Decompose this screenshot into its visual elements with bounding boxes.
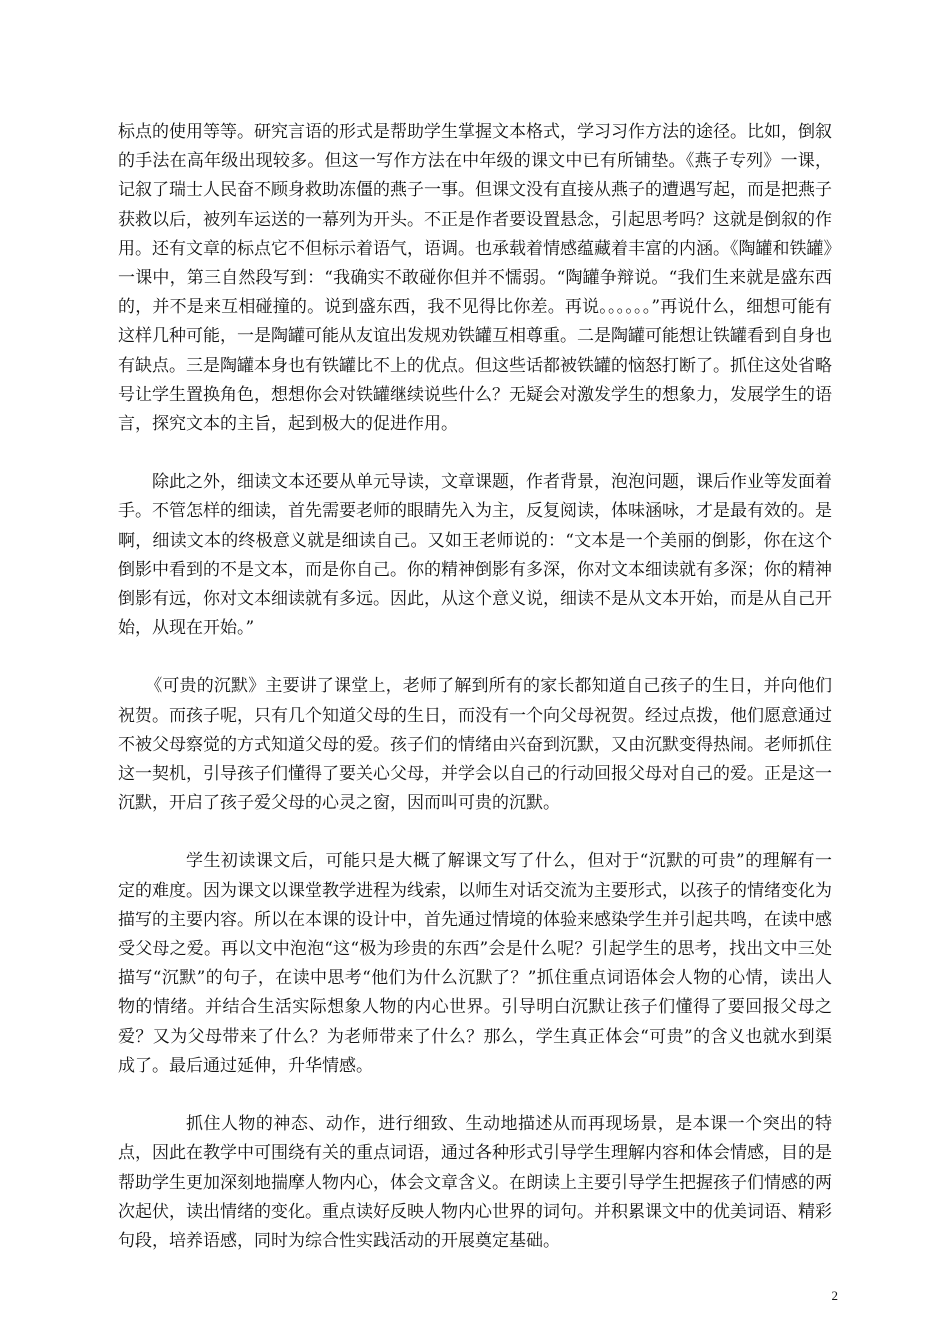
paragraph-lesson-summary: 《可贵的沉默》主要讲了课堂上，老师了解到所有的家长都知道自己孩子的生日，并向他们祝贺。而孩子呢，只有几个知道父母的生日，而没有一个向父母祝贺。经过点拨，他们愿意通过不被父母察觉的方式知道父母的爱。孩子们的情绪由兴奋到沉默，又由沉默变得热闹。老师抓住这一契机，引导孩子们懂得了要关心父母，并学会以自己的行动回报父母对自己的爱。正是这一沉默，开启了孩子爱父母的心灵之窗，因而叫可贵的沉默。 [118,676,832,814]
paragraph-punctuation: 标点的使用等等。研究言语的形式是帮助学生掌握文本格式，学习习作方法的途径。比如，倒叙的手法在高年级出现较多。但这一写作方法在中年级的课文中已有所铺垫。《燕子专列》一课，记叙了瑞士人民奋不顾身救助冻僵的燕子一事。但课文没有直接从燕子的遭遇写起，而是把燕子获救以后，被列车运送的一幕列为开头。不正是作者要设置悬念，引起思考吗？这就是倒叙的作用。还有文章的标点它不但标示着语气，语调。也承载着情感蕴藏着丰富的内涵。《陶罐和铁罐》一课中，第三自然段写到：“我确实不敢碰你但并不懦弱。“陶罐争辩说。“我们生来就是盛东西的，并不是来互相碰撞的。说到盛东西，我不见得比你差。再说。。。。。。”再说什么，细想可能有这样几种可能，一是陶罐可能从友谊出发规劝铁罐互相尊重。二是陶罐可能想让铁罐看到自身也有缺点。三是陶罐本身也有铁罐比不上的优点。但这些话都被铁罐的恼怒打断了。抓住这处省略号让学生置换角色，想想你会对铁罐继续说些什么？无疑会对激发学生的想象力，发展学生的语言，探究文本的主旨，起到极大的促进作用。 [118,122,832,435]
page-number: 2 [831,1288,838,1303]
paragraph-teaching-design: 学生初读课文后，可能只是大概了解课文写了什么，但对于“沉默的可贵”的理解有一定的难度。因为课文以课堂教学进程为线索，以师生对话交流为主要形式，以孩子的情绪变化为描写的主要内容。所以在本课的设计中，首先通过情境的体验来感染学生并引起共鸣，在读中感受父母之爱。再以文中泡泡“这“极为珍贵的东西”会是什么呢？引起学生的思考，找出文中三处描写“沉默”的句子，在读中思考“他们为什么沉默了？”抓住重点词语体会人物的心情，读出人物的情绪。并结合生活实际想象人物的内心世界。引导明白沉默让孩子们懂得了要回报父母之爱？又为父母带来了什么？为老师带来了什么？那么，学生真正体会“可贵”的含义也就水到渠成了。最后通过延伸，升华情感。 [118,851,832,1076]
paragraph-lesson-features: 抓住人物的神态、动作，进行细致、生动地描述从而再现场景，是本课一个突出的特点，因此在教学中可围绕有关的重点词语，通过各种形式引导学生理解内容和体会情感，目的是帮助学生更加深刻地揣摩人物内心，体会文章含义。在朗读上主要引导学生把握孩子们情感的两次起伏，读出情绪的变化。重点读好反映人物内心世界的词句。并积累课文中的优美词语、精彩句段，培养语感，同时为综合性实践活动的开展奠定基础。 [118,1114,832,1251]
document-body [118,118,832,1256]
paragraph-close-reading: 除此之外，细读文本还要从单元导读，文章课题，作者背景，泡泡问题，课后作业等发面着手。不管怎样的细读，首先需要老师的眼睛先入为主，反复阅读，体味涵咏，才是最有效的。是啊，细读文本的终极意义就是细读自己。又如王老师说的：“文本是一个美丽的倒影，你在这个倒影中看到的不是文本，而是你自己。你的精神倒影有多深，你对文本细读就有多深；你的精神倒影有远，你对文本细读就有多远。因此，从这个意义说，细读不是从文本开始，而是从自己开始，从现在开始。” [118,472,832,639]
